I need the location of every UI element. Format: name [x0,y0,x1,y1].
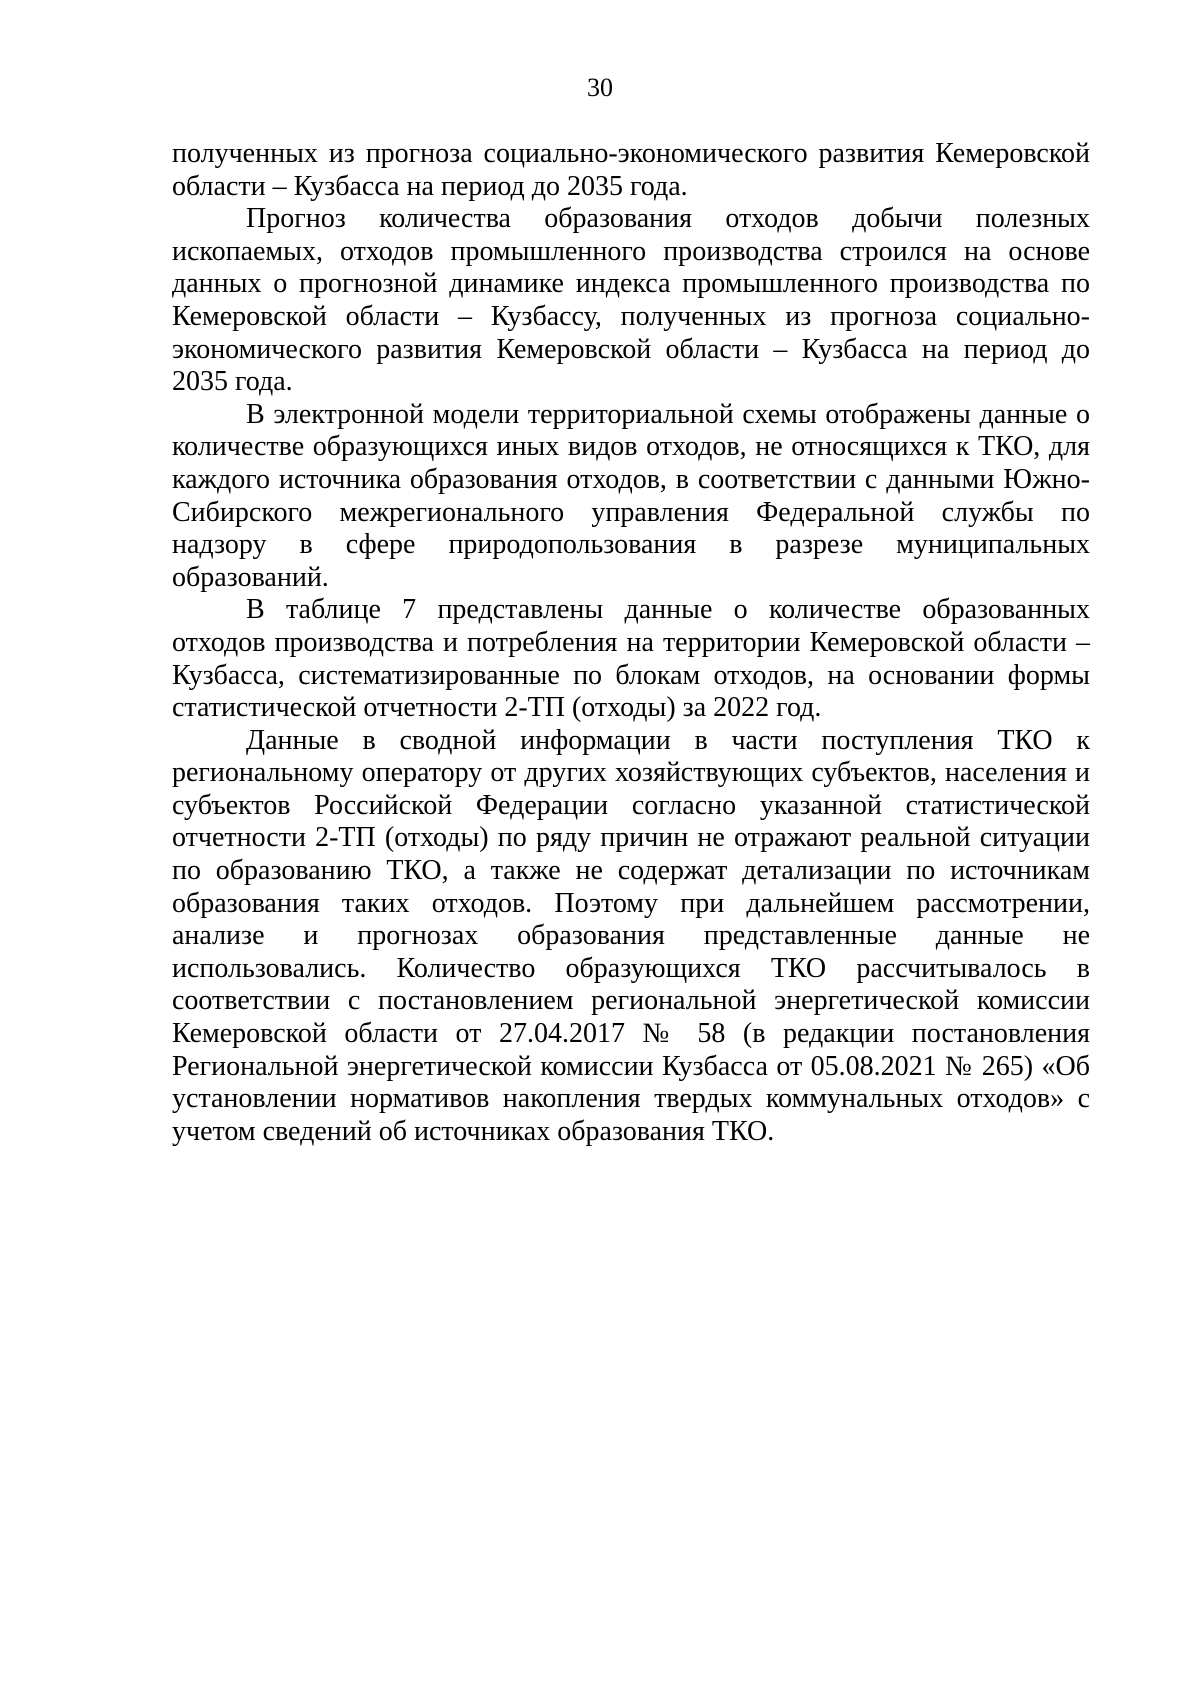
paragraph-electronic-model: В электронной модели территориальной схемы отображены данные о количестве образующихся иных видов отходов, не относящихся к ТКО, для каждого источника образования отходов, в соответствии с данными Южно-Сибирского межрегионального управления Федеральной службы по надзору в сфере природопользования в разрезе муниципальных образований. [172,398,1090,593]
paragraph-summary-data: Данные в сводной информации в части поступления ТКО к региональному оператору от других хозяйствующих субъектов, населения и субъектов Российской Федерации согласно указанной статистической отчетности 2-ТП (отходы) по ряду причин не отражают реальной ситуации по образованию ТКО, а также не содержат детализации по источникам образования таких отходов. Поэтому при дальнейшем рассмотрении, анализе и прогнозах образования представленные данные не использовались. Количество образующихся ТКО рассчитывалось в соответствии с постановлением региональной энергетической комиссии Кемеровской области от 27.04.2017 № 58 (в редакции постановления Региональной энергетической комиссии Кузбасса от 05.08.2021 № 265) «Об установлении нормативов накопления твердых коммунальных отходов» с учетом сведений об источниках образования ТКО. [172,724,1090,1147]
page-number: 30 [587,73,613,102]
paragraph-forecast-mining: Прогноз количества образования отходов добычи полезных ископаемых, отходов промышленного производства строился на основе данных о прогнозной динамике индекса промышленного производства по Кемеровской области – Кузбассу, полученных из прогноза социально-экономического развития Кемеровской области – Кузбасса на период до 2035 года. [172,203,1090,398]
paragraph-table-7: В таблице 7 представлены данные о количестве образованных отходов производства и потребления на территории Кемеровской области – Кузбасса, систематизированные по блокам отходов, на основании формы статистической отчетности 2-ТП (отходы) за 2022 год. [172,594,1090,724]
document-body [172,138,1090,1148]
paragraph-continuation: полученных из прогноза социально-экономического развития Кемеровской области – Кузбасса на период до 2035 года. [172,138,1090,202]
